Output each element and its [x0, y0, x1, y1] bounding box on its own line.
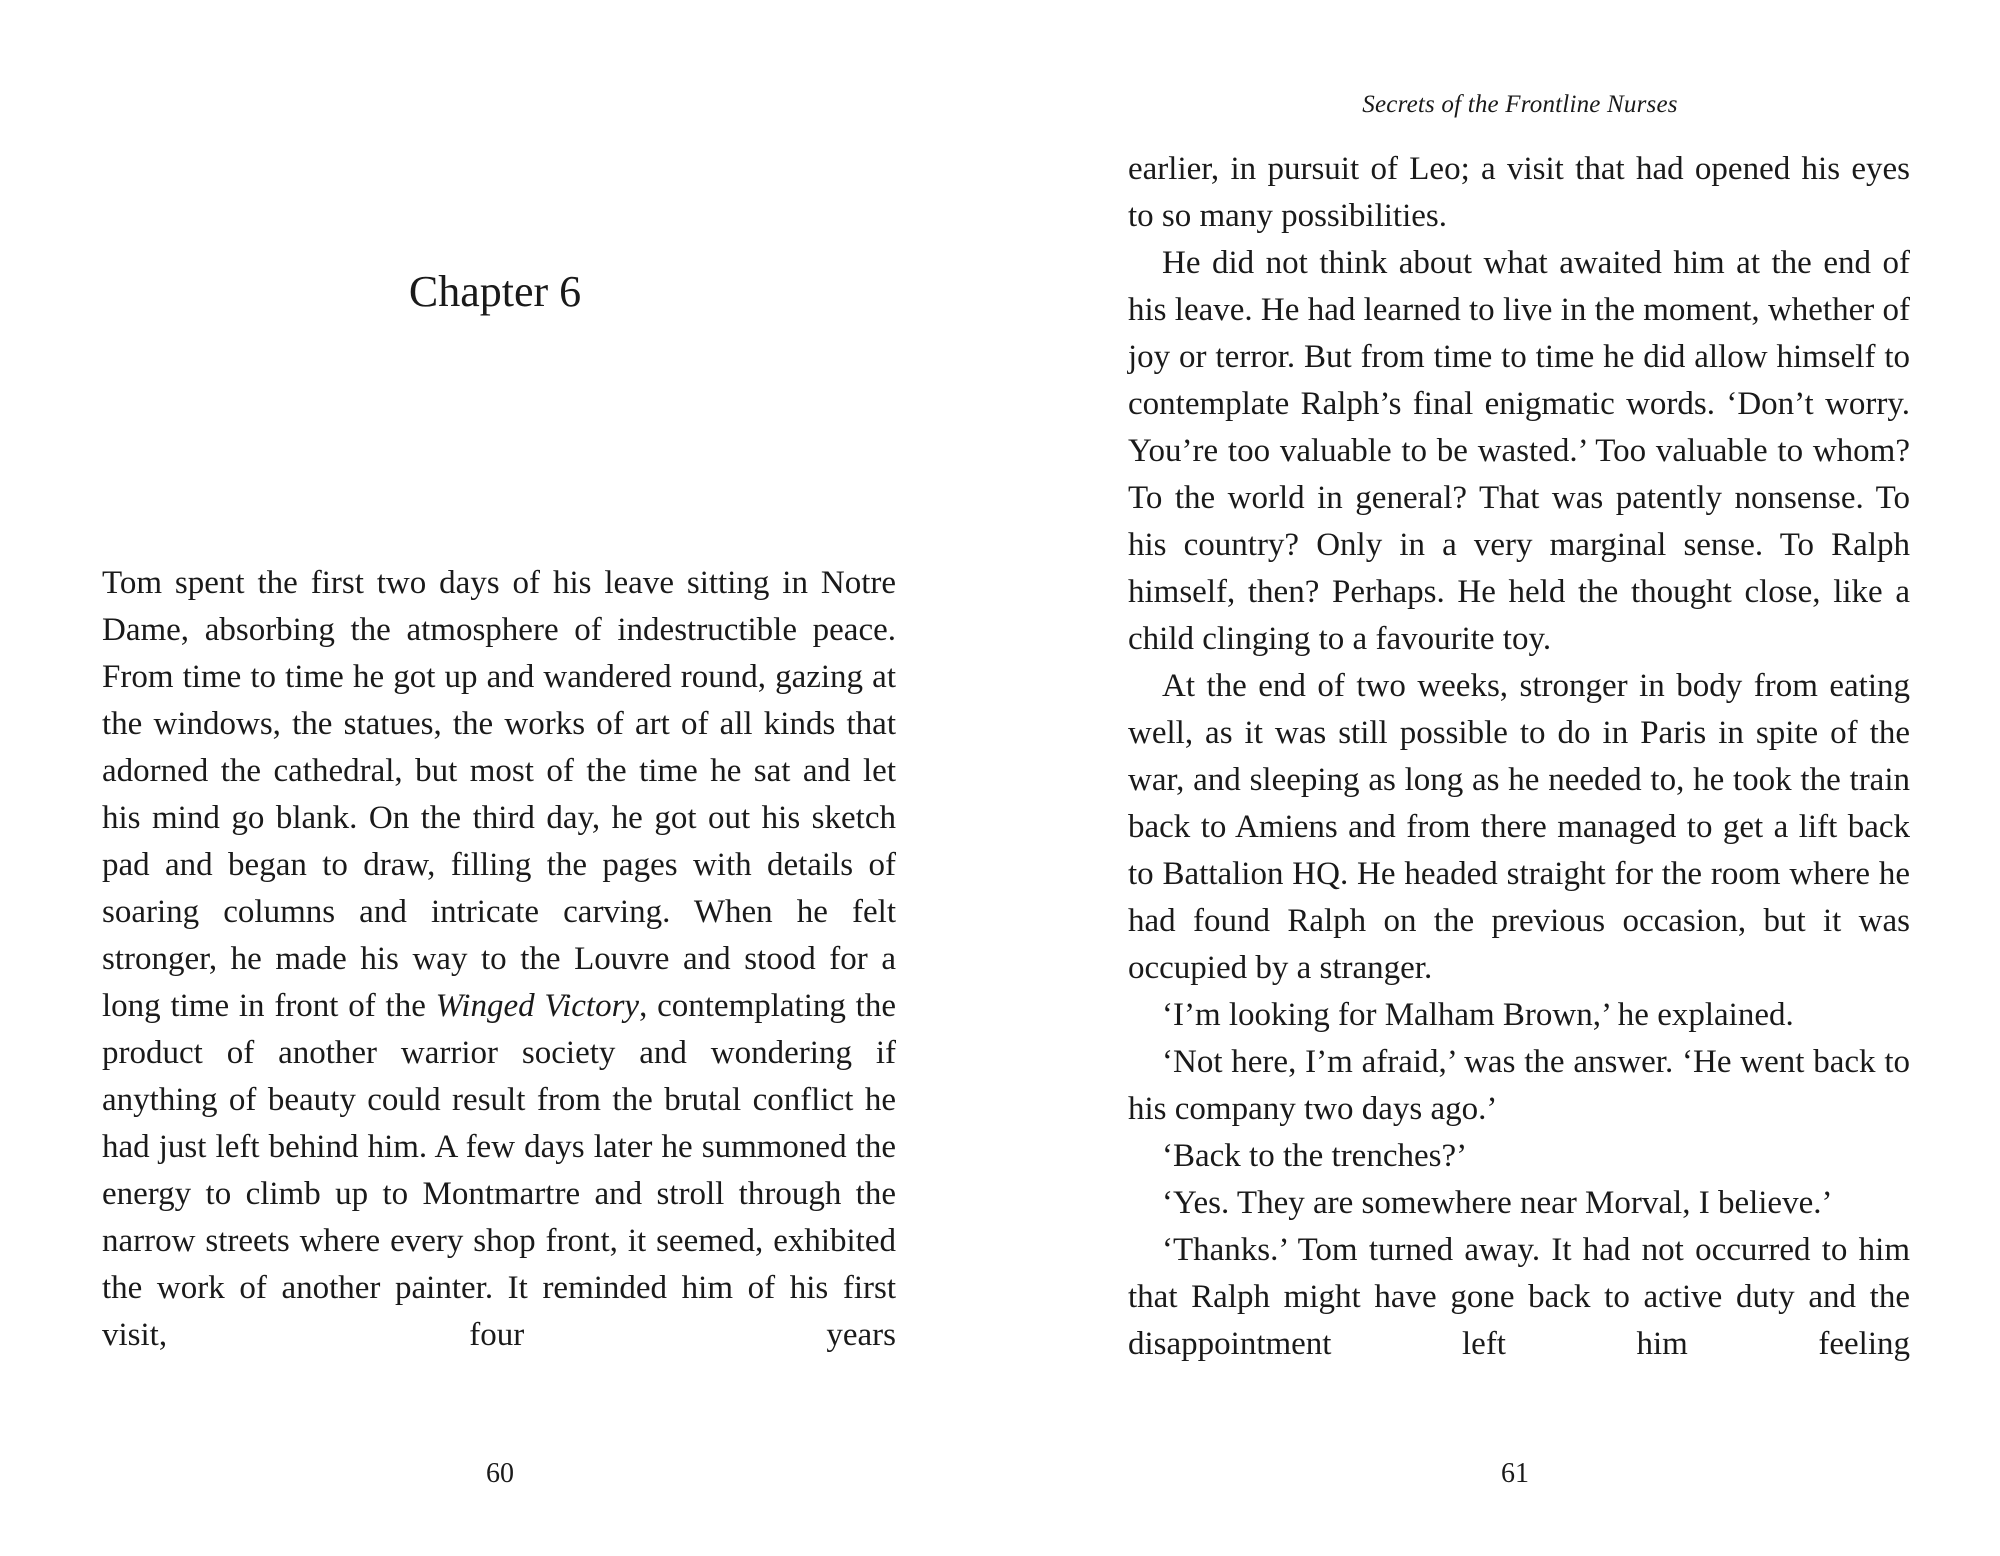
chapter-title: Chapter 6 — [408, 267, 582, 316]
right-page-body — [1128, 146, 1910, 1368]
right-paragraph-1: earlier, in pursuit of Leo; a visit that had opened his eyes to so many possibilities. — [1128, 151, 1910, 234]
right-paragraph-7: ‘Yes. They are somewhere near Morval, I believe.’ — [1162, 1185, 1833, 1221]
left-paragraph-1-text-a: Tom spent the first two days of his leave sitting in Notre Dame, absorbing the atmosphere of indestructible peace. From time to time he got up and wandered round, gazing at the windows, the statues, the works of art of all kinds that adorned the cathedral, but most of the time he sat and let his mind go blank. On the third day, he got out his sketch pad and began to draw, filling the pages with details of soaring columns and intricate carving. When he felt stronger, he made his way to the Louvre and stood for a long time in front of the — [102, 565, 896, 1024]
left-page-body — [102, 560, 896, 1359]
right-paragraph-3: At the end of two weeks, stronger in body from eating well, as it was still possible to do in Paris in spite of the war, and sleeping as long as he needed to, he took the train back to Amiens and from there managed to get a lift back to Battalion HQ. He headed straight for the room where he had found Ralph on the previous occasion, but it was occupied by a stranger. — [1128, 668, 1910, 986]
right-paragraph-5: ‘Not here, I’m afraid,’ was the answer. ‘He went back to his company two days ago.’ — [1128, 1044, 1910, 1127]
right-paragraph-2: He did not think about what awaited him at the end of his leave. He had learned to live in the moment, whether of joy or terror. But from time to time he did allow himself to contemplate Ralph’s final enigmatic words. ‘Don’t worry. You’re too valuable to be wasted.’ Too valuable to whom? To the world in general? That was patently nonsense. To his country? Only in a very marginal sense. To Ralph himself, then? Perhaps. He held the thought close, like a child clinging to a favourite toy. — [1128, 245, 1910, 657]
left-paragraph-1 — [102, 560, 896, 1359]
page-number-left: 60 — [486, 1458, 514, 1489]
left-paragraph-1-text-b: , contemplating the product of another warrior society and wondering if anything of beauty could result from the brutal conflict he had just left behind him. A few days later he summoned the energy to climb up to Montmartre and stroll through the narrow streets where every shop front, it seemed, exhibited the work of another painter. It reminded him of his first visit, four years — [102, 988, 896, 1353]
page-number-right: 61 — [1501, 1458, 1529, 1489]
right-paragraph-6: ‘Back to the trenches?’ — [1162, 1138, 1468, 1174]
right-paragraph-8: ‘Thanks.’ Tom turned away. It had not occurred to him that Ralph might have gone back to active duty and the disappointment left him feeling — [1128, 1232, 1910, 1362]
artwork-title: Winged Victory — [435, 988, 640, 1024]
running-head: Secrets of the Frontline Nurses — [1362, 91, 1678, 118]
right-paragraph-4: ‘I’m looking for Malham Brown,’ he explained. — [1162, 997, 1794, 1033]
